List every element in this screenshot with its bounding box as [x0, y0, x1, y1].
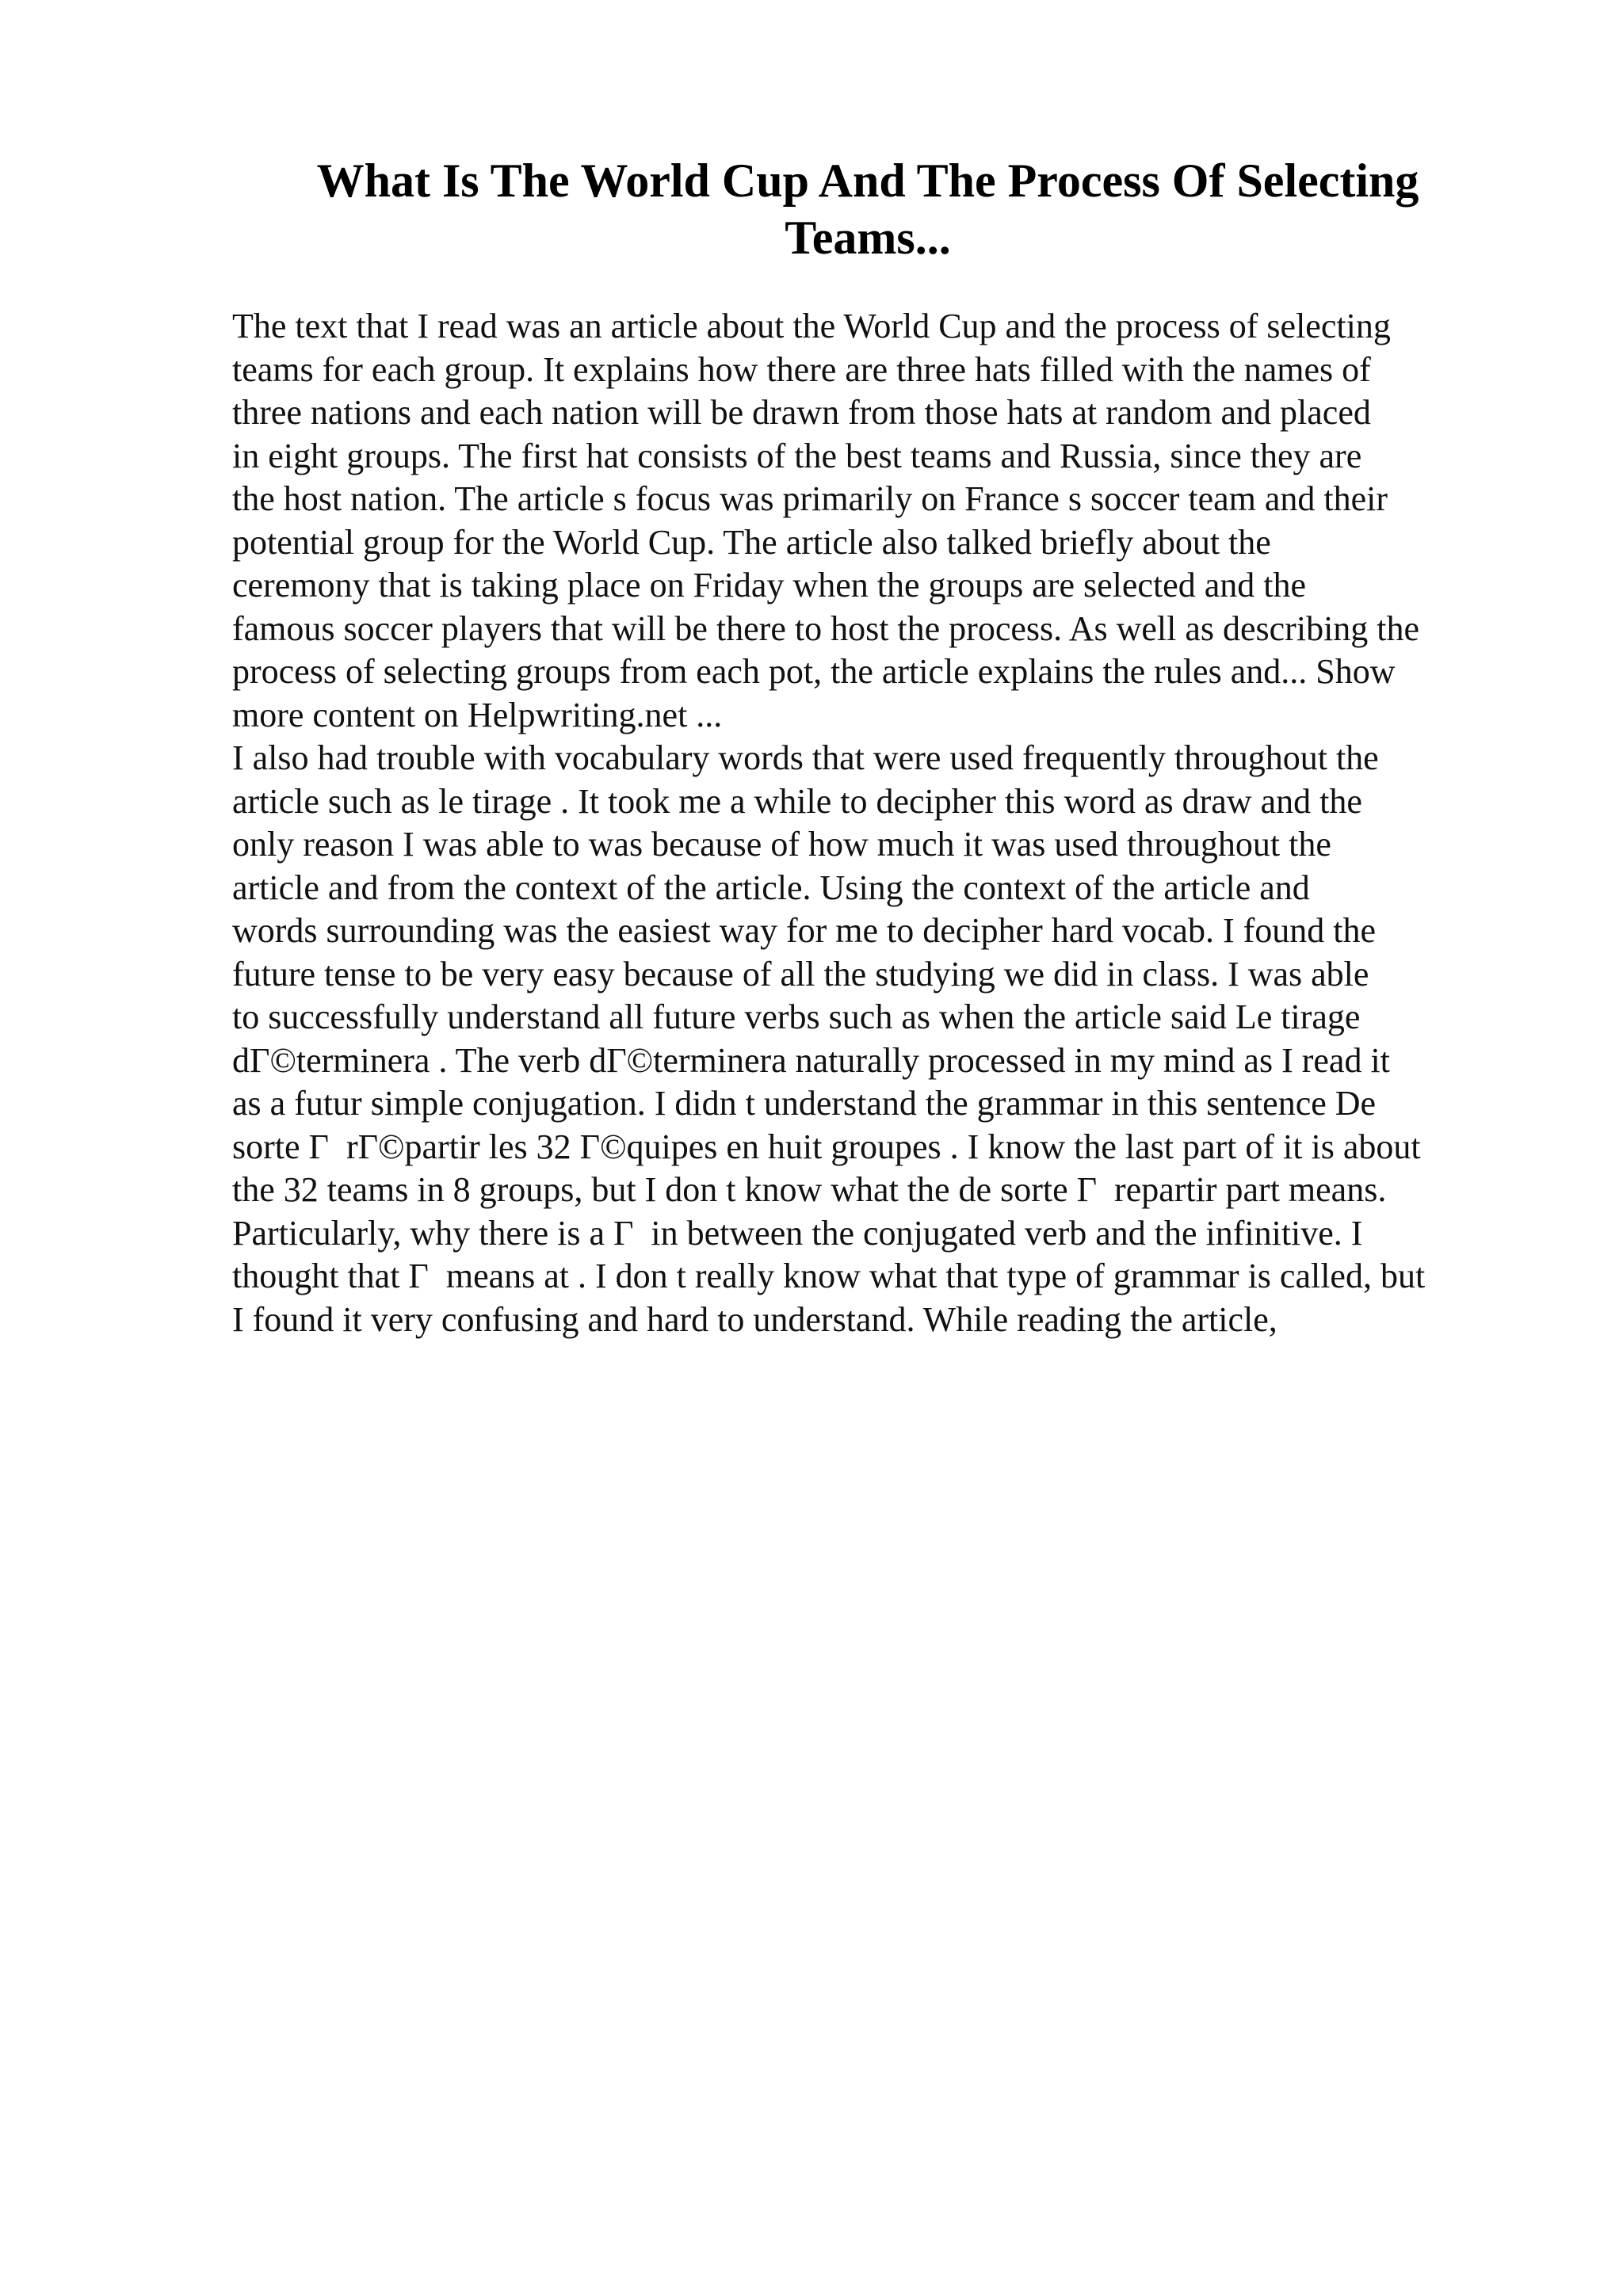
body-line: more content on Helpwriting.net ... — [232, 695, 723, 734]
body-line: in eight groups. The first hat consists of the best teams and Russia, since they are — [232, 436, 1362, 475]
document-body — [232, 305, 1532, 1341]
body-line: process of selecting groups from each pot, the article explains the rules and... Show — [232, 652, 1396, 691]
body-line: three nations and each nation will be drawn from those hats at random and placed — [232, 393, 1371, 432]
body-line: ceremony that is taking place on Friday when the groups are selected and the — [232, 566, 1306, 605]
body-line: I found it very confusing and hard to understand. While reading the article, — [232, 1299, 1277, 1339]
document-title — [285, 152, 1450, 266]
body-line: potential group for the World Cup. The article also talked briefly about the — [232, 522, 1271, 562]
body-line: the 32 teams in 8 groups, but I don t know what the de sorte Γ repartir part means. — [232, 1170, 1387, 1209]
body-line: only reason I was able to was because of how much it was used throughout the — [232, 825, 1331, 864]
body-line: to successfully understand all future verbs such as when the article said Le tirage — [232, 997, 1361, 1036]
body-line: I also had trouble with vocabulary words that were used frequently throughout the — [232, 738, 1379, 777]
body-line: Particularly, why there is a Γ in between the conjugated verb and the infinitive. I — [232, 1213, 1363, 1253]
body-line: article and from the context of the article. Using the context of the article and — [232, 868, 1310, 907]
body-line: the host nation. The article s focus was primarily on France s soccer team and their — [232, 479, 1388, 518]
body-line: as a futur simple conjugation. I didn t understand the grammar in this sentence De — [232, 1084, 1377, 1123]
title-line: What Is The World Cup And The Process Of Selecting — [316, 154, 1419, 207]
body-line: thought that Γ means at . I don t really know what that type of grammar is called, but — [232, 1257, 1426, 1295]
body-line: teams for each group. It explains how there are three hats filled with the names of — [232, 349, 1371, 389]
body-line: words surrounding was the easiest way for me to decipher hard vocab. I found the — [232, 911, 1377, 950]
title-line: Teams... — [785, 212, 951, 264]
body-line: The text that I read was an article about the World Cup and the process of selecting — [232, 307, 1391, 345]
body-line: dΓ©terminera . The verb dΓ©terminera naturally processed in my mind as I read it — [232, 1040, 1390, 1080]
body-line: sorte Γ rΓ©partir les 32 Γ©quipes en huit groupes . I know the last part of it is about — [232, 1127, 1421, 1166]
body-line: famous soccer players that will be there to host the process. As well as describing the — [232, 608, 1420, 648]
body-line: future tense to be very easy because of all the studying we did in class. I was able — [232, 954, 1369, 994]
body-line: article such as le tirage . It took me a while to decipher this word as draw and the — [232, 781, 1362, 821]
